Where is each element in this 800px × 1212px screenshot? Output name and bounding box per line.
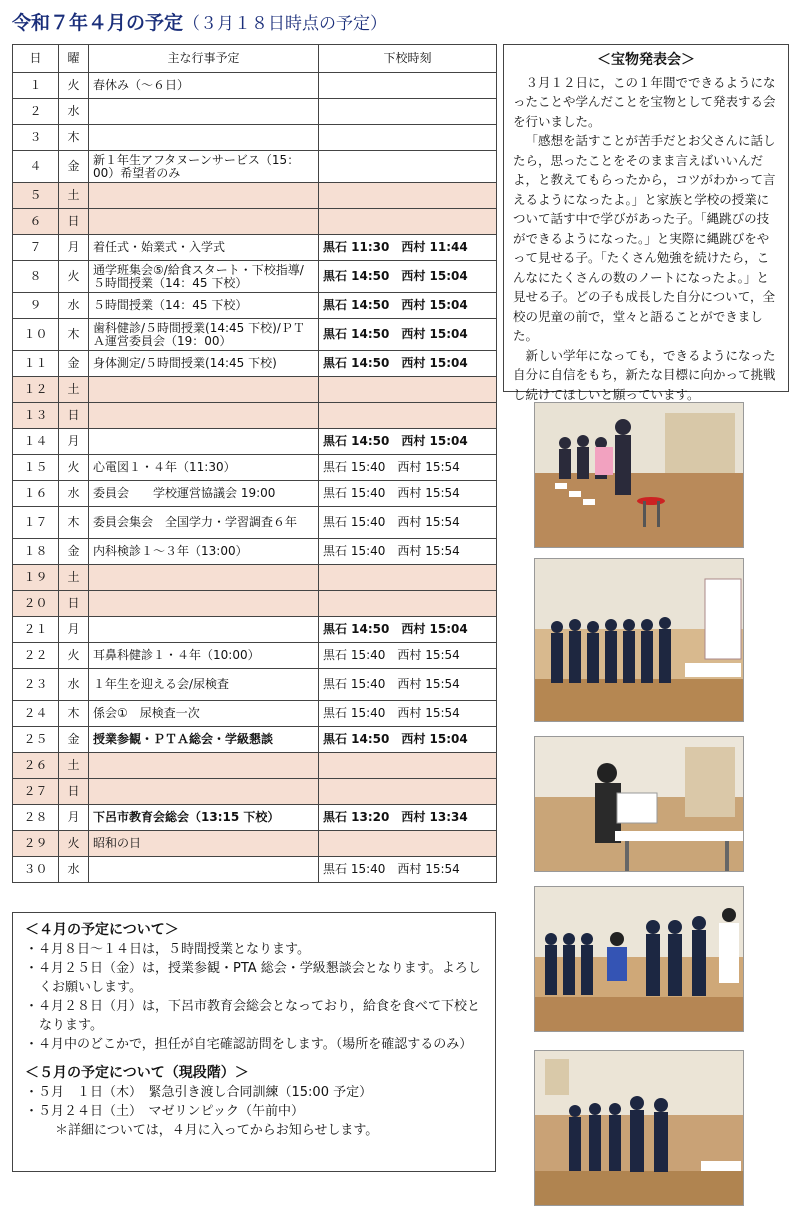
dismissal-time-cell: 黒石 15:40 西村 15:54 xyxy=(319,669,497,701)
event-cell xyxy=(89,565,319,591)
day-cell: ２７ xyxy=(13,779,59,805)
weekday-cell: 日 xyxy=(59,591,89,617)
treasure-paragraph: 新しい学年になっても，できるようになった自分に自信をもち，新たな目標に向かって挑戦し続けてほしいと願っています。 xyxy=(513,347,776,402)
day-cell: １３ xyxy=(13,403,59,429)
april-item: ・４月中のどこかで，担任が自宅確認訪問をします。（場所を確認するのみ） xyxy=(25,1037,473,1052)
table-row xyxy=(13,591,497,617)
treasure-heading: ＜宝物発表会＞ xyxy=(597,52,695,68)
day-cell: １１ xyxy=(13,351,59,377)
dismissal-time-cell xyxy=(319,99,497,125)
dismissal-time-cell: 黒石 14:50 西村 15:04 xyxy=(319,293,497,319)
day-cell: ７ xyxy=(13,235,59,261)
weekday-cell: 月 xyxy=(59,235,89,261)
table-row xyxy=(13,805,497,831)
photo-presentation-1 xyxy=(534,402,744,548)
event-cell xyxy=(89,591,319,617)
header-time: 下校時刻 xyxy=(319,45,497,73)
event-cell xyxy=(89,125,319,151)
event-cell xyxy=(89,779,319,805)
title-main: 令和７年４月の予定 xyxy=(12,12,184,34)
dismissal-time-cell: 黒石 15:40 西村 15:54 xyxy=(319,507,497,539)
dismissal-time-cell: 黒石 14:50 西村 15:04 xyxy=(319,617,497,643)
weekday-cell: 火 xyxy=(59,831,89,857)
table-row xyxy=(13,701,497,727)
weekday-cell: 水 xyxy=(59,669,89,701)
event-cell: 耳鼻科健診１・４年（10:00） xyxy=(89,643,319,669)
may-item: ・５月 １日（木） 緊急引き渡し合同訓練（15:00 予定） xyxy=(25,1085,373,1100)
table-row xyxy=(13,319,497,351)
table-row xyxy=(13,99,497,125)
table-row xyxy=(13,151,497,183)
weekday-cell: 月 xyxy=(59,805,89,831)
event-cell: 着任式・始業式・入学式 xyxy=(89,235,319,261)
title-sub: （３月１８日時点の予定） xyxy=(183,14,388,34)
page-title xyxy=(12,8,387,35)
dismissal-time-cell xyxy=(319,125,497,151)
event-cell: 下呂市教育会総会（13:15 下校） xyxy=(89,805,319,831)
event-cell xyxy=(89,753,319,779)
day-cell: ９ xyxy=(13,293,59,319)
dismissal-time-cell xyxy=(319,831,497,857)
april-item: ・４月８日～１４日は，５時間授業となります。 xyxy=(25,942,310,957)
table-row xyxy=(13,643,497,669)
dismissal-time-cell xyxy=(319,209,497,235)
dismissal-time-cell: 黒石 15:40 西村 15:54 xyxy=(319,643,497,669)
weekday-cell: 日 xyxy=(59,779,89,805)
dismissal-time-cell: 黒石 11:30 西村 11:44 xyxy=(319,235,497,261)
weekday-cell: 水 xyxy=(59,481,89,507)
event-cell xyxy=(89,209,319,235)
weekday-cell: 木 xyxy=(59,319,89,351)
day-cell: ２８ xyxy=(13,805,59,831)
weekday-cell: 火 xyxy=(59,643,89,669)
table-row xyxy=(13,779,497,805)
weekday-cell: 水 xyxy=(59,857,89,883)
day-cell: １２ xyxy=(13,377,59,403)
day-cell: ２４ xyxy=(13,701,59,727)
day-cell: １７ xyxy=(13,507,59,539)
dismissal-time-cell: 黒石 15:40 西村 15:54 xyxy=(319,857,497,883)
table-row xyxy=(13,565,497,591)
header-event: 主な行事予定 xyxy=(89,45,319,73)
table-row xyxy=(13,261,497,293)
dismissal-time-cell: 黒石 15:40 西村 15:54 xyxy=(319,481,497,507)
weekday-cell: 月 xyxy=(59,617,89,643)
event-cell: 身体測定/５時間授業(14:45 下校) xyxy=(89,351,319,377)
event-cell: 通学班集会⑤/給食スタート・下校指導/５時間授業（14：45 下校） xyxy=(89,261,319,293)
day-cell: ４ xyxy=(13,151,59,183)
weekday-cell: 土 xyxy=(59,565,89,591)
table-row xyxy=(13,753,497,779)
table-row xyxy=(13,455,497,481)
dismissal-time-cell xyxy=(319,565,497,591)
table-row xyxy=(13,857,497,883)
weekday-cell: 木 xyxy=(59,125,89,151)
table-row xyxy=(13,293,497,319)
april-item: ・４月２５日（金）は，授業参観・PTA 総会・学級懇談会となります。よろしくお願いします。 xyxy=(25,961,481,995)
weekday-cell: 土 xyxy=(59,753,89,779)
table-row xyxy=(13,429,497,455)
weekday-cell: 水 xyxy=(59,99,89,125)
table-row xyxy=(13,539,497,565)
may-note: ＊詳細については，４月に入ってからお知らせします。 xyxy=(55,1123,379,1138)
dismissal-time-cell xyxy=(319,377,497,403)
table-row xyxy=(13,209,497,235)
day-cell: １０ xyxy=(13,319,59,351)
weekday-cell: 金 xyxy=(59,351,89,377)
treasure-paragraph: 「感想を話すことが苦手だとお父さんに話したら，思ったことをそのまま言えばいいんだよ，と教えてもらったから，コツがわかって言えるようになったよ。」と家族と学校の授業について話す中で学びがあった子。「縄跳びの技ができるようになった。」と実際に縄跳びをやって見せる子。「たくさん勉強を続けたら，こんなにたくさんの数のノートになったよ。」と見せる子。どの子も成長した自分について，全校の児童の前で，堂々と語ることができました。 xyxy=(513,133,776,343)
table-row xyxy=(13,183,497,209)
weekday-cell: 日 xyxy=(59,403,89,429)
weekday-cell: 日 xyxy=(59,209,89,235)
event-cell xyxy=(89,857,319,883)
day-cell: ２３ xyxy=(13,669,59,701)
event-cell: 春休み（～６日） xyxy=(89,73,319,99)
dismissal-time-cell xyxy=(319,591,497,617)
table-row xyxy=(13,377,497,403)
event-cell xyxy=(89,183,319,209)
may-item: ・５月２４日（土） マゼリンピック（午前中） xyxy=(25,1104,304,1119)
weekday-cell: 土 xyxy=(59,183,89,209)
event-cell xyxy=(89,617,319,643)
day-cell: １８ xyxy=(13,539,59,565)
table-row xyxy=(13,351,497,377)
dismissal-time-cell: 黒石 15:40 西村 15:54 xyxy=(319,701,497,727)
event-cell: 委員会 学校運営協議会 19:00 xyxy=(89,481,319,507)
april-heading: ＜４月の予定について＞ xyxy=(25,922,179,938)
weekday-cell: 木 xyxy=(59,507,89,539)
table-row xyxy=(13,669,497,701)
dismissal-time-cell: 黒石 15:40 西村 15:54 xyxy=(319,539,497,565)
event-cell: ５時間授業（14：45 下校） xyxy=(89,293,319,319)
day-cell: ６ xyxy=(13,209,59,235)
dismissal-time-cell: 黒石 14:50 西村 15:04 xyxy=(319,351,497,377)
table-row xyxy=(13,125,497,151)
event-cell xyxy=(89,429,319,455)
table-row xyxy=(13,831,497,857)
weekday-cell: 金 xyxy=(59,151,89,183)
header-dow: 曜 xyxy=(59,45,89,73)
april-item: ・４月２８日（月）は，下呂市教育会総会となっており，給食を食べて下校となります。 xyxy=(25,999,481,1033)
header-day: 日 xyxy=(13,45,59,73)
photo-presentation-5 xyxy=(534,1050,744,1206)
weekday-cell: 水 xyxy=(59,293,89,319)
treasure-paragraph: ３月１２日に，この１年間でできるようになったことや学んだことを宝物として発表する会を行いました。 xyxy=(513,74,776,129)
dismissal-time-cell xyxy=(319,779,497,805)
day-cell: ２９ xyxy=(13,831,59,857)
day-cell: ５ xyxy=(13,183,59,209)
day-cell: ８ xyxy=(13,261,59,293)
day-cell: １９ xyxy=(13,565,59,591)
day-cell: ２６ xyxy=(13,753,59,779)
weekday-cell: 火 xyxy=(59,455,89,481)
weekday-cell: 火 xyxy=(59,261,89,293)
photo-presentation-3 xyxy=(534,736,744,872)
dismissal-time-cell xyxy=(319,403,497,429)
may-heading: ＜５月の予定について（現段階）＞ xyxy=(25,1065,249,1081)
table-row xyxy=(13,617,497,643)
day-cell: １ xyxy=(13,73,59,99)
event-cell: １年生を迎える会/尿検査 xyxy=(89,669,319,701)
day-cell: １４ xyxy=(13,429,59,455)
event-cell: 授業参観・ＰＴＡ総会・学級懇談 xyxy=(89,727,319,753)
dismissal-time-cell: 黒石 14:50 西村 15:04 xyxy=(319,429,497,455)
event-cell: 委員会集会 全国学力・学習調査６年 xyxy=(89,507,319,539)
day-cell: ２１ xyxy=(13,617,59,643)
dismissal-time-cell: 黒石 14:50 西村 15:04 xyxy=(319,319,497,351)
day-cell: ２ xyxy=(13,99,59,125)
event-cell: 歯科健診/５時間授業(14:45 下校)/ＰＴＡ運営委員会（19：00） xyxy=(89,319,319,351)
event-cell: 内科検診１～３年（13:00） xyxy=(89,539,319,565)
day-cell: ３ xyxy=(13,125,59,151)
table-row xyxy=(13,235,497,261)
event-cell: 心電図１・４年（11:30） xyxy=(89,455,319,481)
event-cell xyxy=(89,377,319,403)
day-cell: ２２ xyxy=(13,643,59,669)
dismissal-time-cell: 黒石 15:40 西村 15:54 xyxy=(319,455,497,481)
table-row xyxy=(13,727,497,753)
dismissal-time-cell xyxy=(319,753,497,779)
event-cell: 係会① 尿検査一次 xyxy=(89,701,319,727)
weekday-cell: 土 xyxy=(59,377,89,403)
weekday-cell: 火 xyxy=(59,73,89,99)
photo-presentation-4 xyxy=(534,886,744,1032)
schedule-table xyxy=(12,44,497,883)
dismissal-time-cell: 黒石 14:50 西村 15:04 xyxy=(319,727,497,753)
event-cell xyxy=(89,403,319,429)
table-row xyxy=(13,481,497,507)
event-cell xyxy=(89,99,319,125)
dismissal-time-cell: 黒石 13:20 西村 13:34 xyxy=(319,805,497,831)
event-cell: 新１年生アフタヌーンサービス（15：00）希望者のみ xyxy=(89,151,319,183)
schedule-notes-box xyxy=(12,912,496,1172)
dismissal-time-cell xyxy=(319,151,497,183)
weekday-cell: 金 xyxy=(59,539,89,565)
day-cell: ２０ xyxy=(13,591,59,617)
schedule-body xyxy=(13,73,497,883)
dismissal-time-cell xyxy=(319,73,497,99)
weekday-cell: 月 xyxy=(59,429,89,455)
dismissal-time-cell xyxy=(319,183,497,209)
treasure-presentation-box xyxy=(503,44,789,402)
table-row xyxy=(13,73,497,99)
day-cell: １６ xyxy=(13,481,59,507)
table-row xyxy=(13,403,497,429)
photo-presentation-2 xyxy=(534,558,744,722)
table-row xyxy=(13,507,497,539)
day-cell: ３０ xyxy=(13,857,59,883)
day-cell: ２５ xyxy=(13,727,59,753)
weekday-cell: 金 xyxy=(59,727,89,753)
weekday-cell: 木 xyxy=(59,701,89,727)
table-header-row xyxy=(13,45,497,73)
day-cell: １５ xyxy=(13,455,59,481)
event-cell: 昭和の日 xyxy=(89,831,319,857)
dismissal-time-cell: 黒石 14:50 西村 15:04 xyxy=(319,261,497,293)
